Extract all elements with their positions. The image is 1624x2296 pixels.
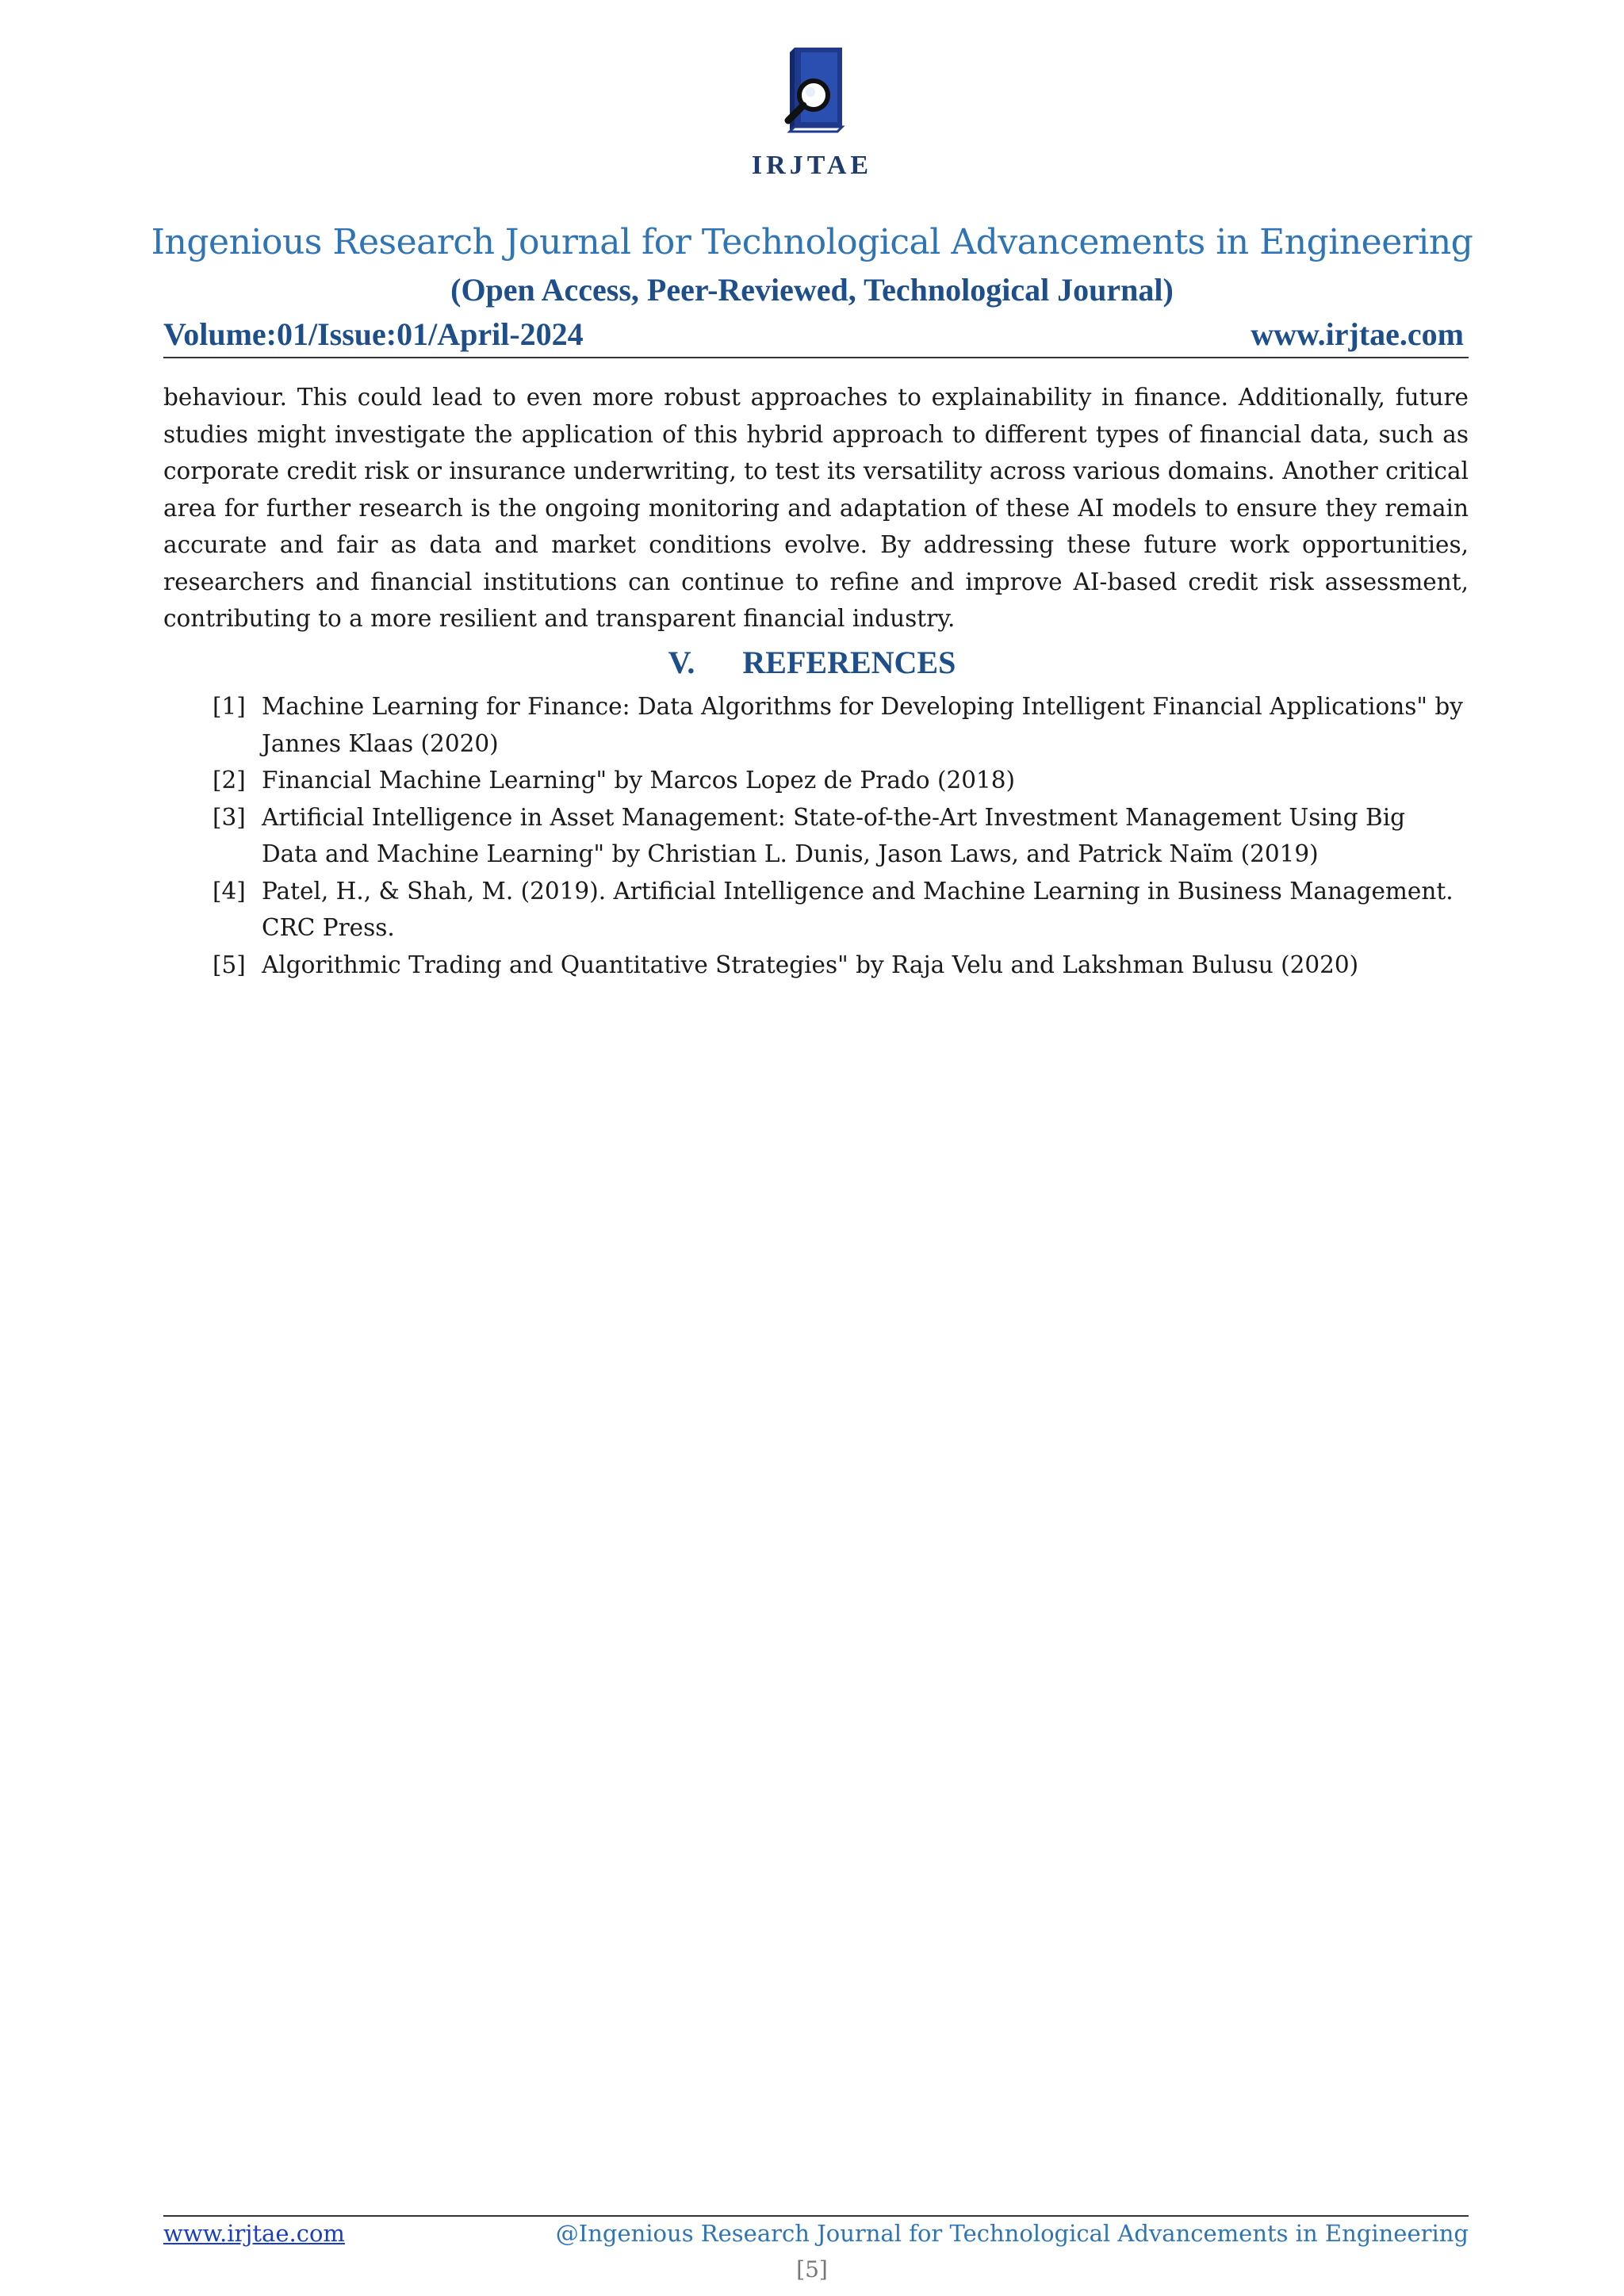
volume-issue: Volume:01/Issue:01/April-2024 <box>163 316 584 352</box>
journal-title: Ingenious Research Journal for Technological Advancements in Engineering <box>151 222 1473 262</box>
reference-text: Algorithmic Trading and Quantitative Strategies" by Raja Velu and Lakshman Bulusu (2020) <box>262 951 1359 978</box>
reference-number: [4] <box>213 877 246 905</box>
reference-number: [1] <box>213 693 246 720</box>
journal-subtitle: (Open Access, Peer-Reviewed, Technological Journal) <box>450 272 1174 308</box>
reference-text: Machine Learning for Finance: Data Algorithms for Developing Intelligent Financial Applications" by Jannes Klaas (2020) <box>262 693 1463 757</box>
reference-number: [3] <box>213 803 246 831</box>
journal-logo <box>749 41 875 192</box>
section-title: REFERENCES <box>742 645 956 680</box>
reference-item <box>213 947 1469 984</box>
page-number: [5] <box>796 2256 828 2283</box>
reference-list <box>213 688 1469 983</box>
reference-text: Financial Machine Learning" by Marcos Lopez de Prado (2018) <box>262 767 1016 794</box>
book-magnifier-icon <box>749 41 875 144</box>
section-heading <box>0 644 1624 681</box>
header-website: www.irjtae.com <box>1251 316 1464 352</box>
footer-divider <box>163 2215 1469 2217</box>
reference-item <box>213 799 1469 873</box>
reference-item <box>213 873 1469 947</box>
body-paragraph: behaviour. This could lead to even more robust approaches to explainability in finance. Additionally, future studies might investigate the application of this hybrid approach to different types of financial data, such as corporate credit risk or insurance underwriting, to test its versatility across various domains. Another critical area for further research is the ongoing monitoring and adaptation of these AI models to ensure they remain accurate and fair as data and market conditions evolve. By addressing these future work opportunities, researchers and financial institutions can continue to refine and improve AI-based credit risk assessment, contributing to a more resilient and transparent financial industry. <box>163 384 1469 632</box>
reference-text: Artificial Intelligence in Asset Management: State-of-the-Art Investment Management Using Big Data and Machine Learning" by Christian L. Dunis, Jason Laws, and Patrick Naïm (2019) <box>262 803 1406 867</box>
reference-item <box>213 762 1469 799</box>
reference-number: [2] <box>213 767 246 794</box>
reference-number: [5] <box>213 951 246 978</box>
section-number: V. <box>668 645 695 680</box>
footer-journal-credit: @Ingenious Research Journal for Technological Advancements in Engineering <box>555 2220 1469 2247</box>
reference-item <box>213 688 1469 762</box>
volume-line <box>163 316 1469 358</box>
footer-website-link[interactable]: www.irjtae.com <box>163 2220 345 2247</box>
reference-text: Patel, H., & Shah, M. (2019). Artificial Intelligence and Machine Learning in Business Management. CRC Press. <box>262 877 1454 941</box>
logo-text: IRJTAE <box>751 151 873 180</box>
